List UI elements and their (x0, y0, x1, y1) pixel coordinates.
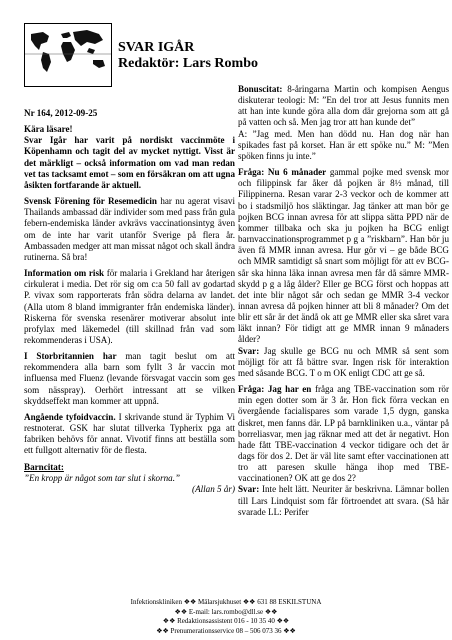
bonus-quote (238, 84, 449, 129)
paragraph-malaria (24, 268, 235, 346)
answer-bcg (238, 346, 449, 379)
question-tbe (238, 384, 449, 484)
paragraph-text: 8-åringarna Martin och kompisen Aengus diskuterar teologi: M: ”En del tror att Jesus funnits men att han inte kunde göra alla dom där grejorna som att gå på vatten och så. Men jag tror att han kunde det” (238, 84, 449, 128)
footer-assistant-phone: ❖❖ Redaktionsassistent 016 - 10 35 40 ❖❖ (162, 617, 290, 625)
paragraph-lead: Information om risk (24, 268, 105, 279)
paragraph-lead: Angående tyfoidvaccin. (24, 411, 116, 422)
question-text: gammal pojke med svensk mor och filippinsk far åker då pojken är 8½ månad, till Filippinerna. Resan varar 2-3 veckor och de kommer att bo i stadsmiljö hos släktingar. Jag tänker att man bör ge pojken BCG innan avresa för att slippa sätta PPD när de kommer tillbaka och ska ju pojken ha BCG enligt barnvaccinationsprogrammet p g a ”riskbarn”. Han bör ju även få MMR innan avresa. Hur gör vi – ge både BCG och MMR samtidigt så snart som möjligt för att ev BCG-sår ska hinna läka innan avresa men får då sämre MMR-skydd p g a låg ålder? Eller ge BCG först och hoppas att det inte blir något sår och sedan ge MMR 3-4 veckor innan avresa då pojken hinner att bli 8 månader? Om det blir ett sår är det ändå ok att ge MMR eller ska såret vara läkt innan? För tidigt att ge MMR innan 9 månaders ålder? (238, 167, 450, 345)
masthead (118, 40, 258, 72)
barncitat-label: Barncitat: (24, 461, 64, 472)
question-lead: Fråga: Nu 6 månader (238, 167, 327, 178)
footer-email: ❖❖ E-mail: lars.rombo@dll.se ❖❖ (174, 607, 278, 616)
paragraph-tyfoid (24, 412, 235, 457)
world-map-logo (24, 23, 112, 87)
answer-text: Inte helt lätt. Neuriter är beskrivna. Lämnar bollen till Lars Lindquist som får förtroendet att svara. (Så här svarade LL: Perifer (238, 484, 449, 517)
intro-paragraph: Svar Igår har varit på nordiskt vaccinmöte i Köpenhamn och tagit del av mycket nyttigt. Visst är det märkligt – också information om vad man redan vet tas tacksamt emot – som en försäkran om att ugna åsikten fortfarande är aktuell. (24, 135, 235, 190)
answer-text: Jag skulle ge BCG nu och MMR så sent som möjligt för att få bättre svar. Ingen risk för interaktion med såsande BCG. T o m OK enligt CDC att ge så. (238, 345, 449, 378)
bonus-quote-continued: A: ”Jag med. Men han dödd nu. Han dog när han spikades fast på korset. Han är ett spöke nu.” M: ”Men spöken finns ju inte.” (238, 128, 449, 161)
greeting: Kära läsare! (24, 124, 73, 135)
left-column (24, 108, 235, 500)
answer-lead: Svar: (238, 484, 260, 495)
issue-number: Nr 164, 2012-09-25 (24, 108, 98, 118)
paragraph-text: man tagit beslut om att rekommendera alla barn som fyllt 3 år vaccin mot influensa med Fluenz (levande försvagat vaccin som ges som nässpray). Oerhört intressant att se vilken skyddseffekt man kommer att uppnå. (24, 351, 235, 406)
paragraph-text: har nu agerat visavi Thailands ambassad där individer som med pass från gula febern-endemiska länder avkrävs vaccinationsintyg även om de inte har varit utanför Sverige på flera år. Ambassaden medger att man missat något och skall ändra rutinerna. Så bra! (24, 196, 235, 262)
editor-line: Redaktör: Lars Rombo (118, 56, 258, 71)
right-column (238, 84, 449, 523)
footer-address: Infektionskliniken ❖❖ Mälarsjukhuset ❖❖ 631 88 ESKILSTUNA (130, 598, 322, 606)
paragraph-lead: I Storbritannien har (24, 351, 117, 362)
paragraph-lead: Bonuscitat: (238, 84, 283, 94)
footer (0, 598, 452, 636)
quote-author: (Allan 5 år) (192, 483, 235, 494)
question-bcg (238, 167, 449, 346)
paragraph-influenza (24, 351, 235, 407)
child-quote: ”En kropp är något som tar slut i skorna.” (24, 472, 181, 483)
page-title: SVAR IGÅR (118, 40, 195, 55)
answer-lead: Svar: (238, 345, 260, 356)
paragraph-lead: Svensk Förening för Resemedicin (24, 196, 157, 207)
footer-subscription-phone: ❖❖ Prenumerationsservice 08 – 506 073 36 ❖❖ (156, 626, 296, 635)
answer-tbe (238, 484, 449, 517)
question-text: fråga ang TBE-vaccination som rör min egen dotter som är 3 år. Hon fick förra veckan en övergående facialispares som varade 1,5 dygn, ganska diskret, men fanns där. LP på barnkliniken u.a., väntar på borreliasvar, men jag räknar med att det är negativt. Hon hade fått TBE-vaccination 4 veckor tidigare och det är dags för dos 2. Det är väl lite samt efter vaccinationen att tro att paresen skulle hänga ihop med TBE-vaccinationen? OK att ge dos 2? (238, 384, 449, 484)
world-map-icon (25, 24, 111, 86)
paragraph-resemedicin (24, 196, 235, 263)
paragraph-text: I skrivande stund är Typhim Vi restnoterat. GSK har slutat tillverka Typherix pga att fabriken behövs för annat. Vivotif finns att beställa som ett fullgott alternativ för de flesta. (24, 411, 236, 456)
question-lead: Fråga: Jag har en (238, 384, 312, 395)
paragraph-text: för malaria i Grekland har återigen cirkulerat i media. Det rör sig om c:a 50 fall av godartad P. vivax som rapporterats från södra delarna av landet. (Alla utom 8 bland immigranter från endemiska länder). Riskerna för svenska resenärer motiverar absolut inte profylax med läkemedel (till skillnad från vad som rekommenderas i USA). (24, 268, 235, 345)
